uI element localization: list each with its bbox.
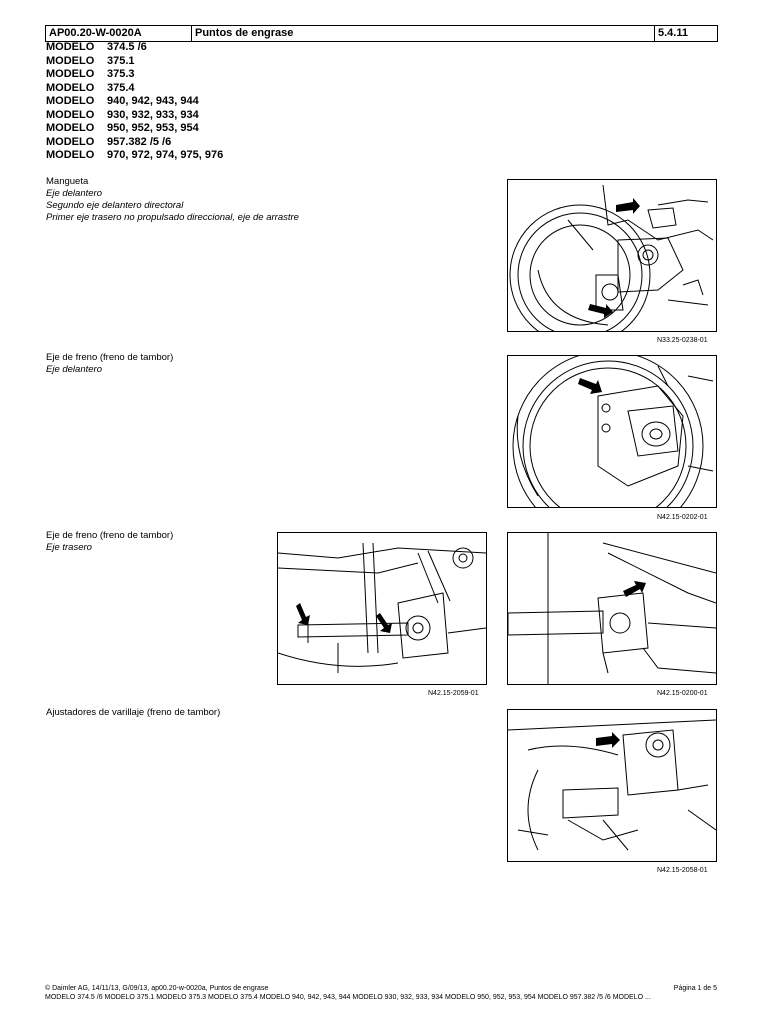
model-row xyxy=(46,136,223,150)
section-subtitle: Segundo eje delantero directoral xyxy=(46,200,184,211)
page-footer xyxy=(45,984,717,1002)
document-id: AP00.20-W-0020A xyxy=(46,26,192,41)
figure-brake-axle-rear xyxy=(277,532,487,685)
model-label: MODELO xyxy=(46,54,95,67)
section-brake-axle-rear xyxy=(46,530,173,554)
document-header xyxy=(45,25,718,42)
model-label: MODELO xyxy=(46,95,95,107)
model-label: MODELO xyxy=(46,41,95,53)
model-value: 950, 952, 953, 954 xyxy=(107,122,199,134)
brake-axle-rear-illustration xyxy=(278,533,486,684)
section-slack-adjusters xyxy=(46,707,220,719)
model-value: 957.382 /5 /6 xyxy=(107,135,172,148)
figure-caption: N33.25-0238-01 xyxy=(657,337,708,344)
document-title: Puntos de engrase xyxy=(192,26,655,41)
model-value: 375.3 xyxy=(107,68,135,80)
section-title: Ajustadores de varillaje (freno de tambor) xyxy=(46,707,221,718)
model-row xyxy=(46,109,223,123)
model-row xyxy=(46,95,223,109)
model-row xyxy=(46,122,223,136)
model-row xyxy=(46,149,223,163)
model-value: 930, 932, 933, 934 xyxy=(107,108,199,121)
section-subtitle: Eje trasero xyxy=(46,542,92,553)
model-row xyxy=(46,55,223,69)
model-row xyxy=(46,82,223,96)
model-label: MODELO xyxy=(46,108,95,121)
section-subtitle: Eje delantero xyxy=(46,364,102,375)
section-title: Mangueta xyxy=(46,176,89,187)
slack-adjusters-illustration xyxy=(508,710,716,861)
steering-knuckle-illustration xyxy=(508,180,716,331)
figure-caption: N42.15-0200-01 xyxy=(657,690,708,697)
model-label: MODELO xyxy=(46,149,95,161)
figure-brake-axle-rear-detail xyxy=(507,532,717,685)
model-label: MODELO xyxy=(46,68,95,80)
model-value: 375.1 xyxy=(107,54,135,67)
figure-steering-knuckle xyxy=(507,179,717,332)
brake-axle-front-illustration xyxy=(508,356,716,507)
model-list xyxy=(46,41,223,163)
section-subtitle: Primer eje trasero no propulsado direccional, eje de arrastre xyxy=(46,212,299,223)
model-label: MODELO xyxy=(46,135,95,148)
model-row xyxy=(46,68,223,82)
model-value: 970, 972, 974, 975, 976 xyxy=(107,149,224,161)
figure-caption: N42.15-0202-01 xyxy=(657,514,708,521)
brake-axle-rear-detail-illustration xyxy=(508,533,716,684)
model-row xyxy=(46,41,223,55)
model-value: 940, 942, 943, 944 xyxy=(107,95,199,107)
section-title: Eje de freno (freno de tambor) xyxy=(46,530,174,541)
section-title: Eje de freno (freno de tambor) xyxy=(46,352,174,363)
figure-slack-adjusters xyxy=(507,709,717,862)
section-brake-axle-front xyxy=(46,352,173,376)
page-number: Página 1 de 5 xyxy=(673,985,717,992)
footer-copyright: © Daimler AG, 14/11/13, G/09/13, ap00.20-w-0020a, Puntos de engrase xyxy=(45,985,269,992)
footer-models: MODELO 374.5 /6 MODELO 375.1 MODELO 375.3 MODELO 375.4 MODELO 940, 942, 943, 944 MODELO 930, 932, 933, 934 MODELO 950, 952, 953, 954 MODELO 957.382 /5 /6 MODELO ... xyxy=(45,994,651,1001)
figure-caption: N42.15-2058-01 xyxy=(657,867,708,874)
model-value: 374.5 /6 xyxy=(107,41,147,53)
model-value: 375.4 xyxy=(107,81,135,94)
section-subtitle: Eje delantero xyxy=(46,188,102,199)
document-date: 5.4.11 xyxy=(658,27,688,39)
model-label: MODELO xyxy=(46,122,95,134)
figure-brake-axle-front xyxy=(507,355,717,508)
section-mangueta xyxy=(46,176,299,224)
model-label: MODELO xyxy=(46,81,95,94)
figure-caption: N42.15-2059-01 xyxy=(428,690,479,697)
